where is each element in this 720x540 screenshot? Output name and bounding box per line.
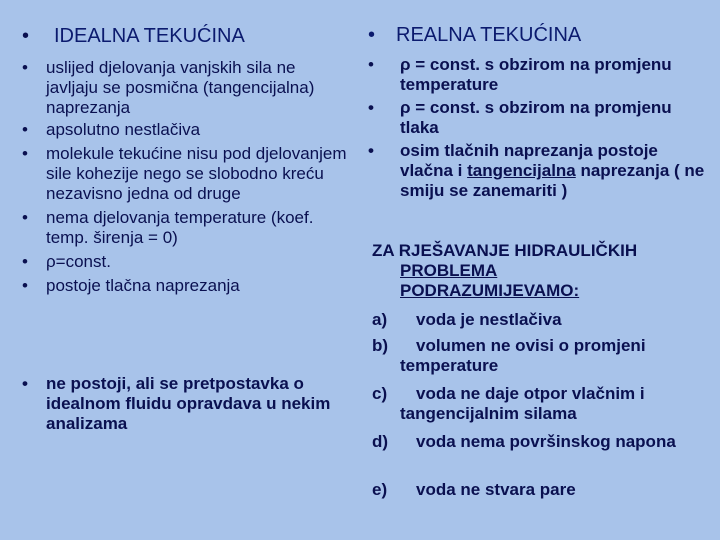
left-heading: • IDEALNA TEKUĆINA: [22, 25, 245, 47]
lettered-item-b: b) volumen ne ovisi o promjeni temperature: [372, 336, 646, 375]
lettered-item-e: e) voda ne stvara pare: [372, 480, 576, 499]
section-title: ZA RJEŠAVANJE HIDRAULIČKIH PROBLEMA PODRAZUMIJEVAMO:: [372, 241, 638, 300]
left-heading-text: IDEALNA TEKUĆINA: [54, 25, 245, 47]
list-item: • ρ = const. s obzirom na promjenu tlaka: [368, 98, 672, 137]
list-item: • uslijed djelovanja vanjskih sila ne javljaju se posmična (tangencijalna) naprezanja: [22, 58, 315, 117]
right-heading-text: REALNA TEKUĆINA: [396, 24, 582, 46]
list-item: • molekule tekućine nisu pod djelovanjem sile kohezije nego se slobodno kreću nezavisno jedna od druge: [22, 144, 347, 203]
list-item: • ρ=const.: [22, 252, 111, 271]
right-list: [368, 55, 713, 201]
left-note: • ne postoji, ali se pretpostavka o idealnom fluidu opravdava u nekim analizama: [22, 374, 331, 433]
lettered-item-d: d) voda nema površinskog napona: [372, 432, 676, 451]
lettered-item-a: a) voda je nestlačiva: [372, 310, 562, 329]
left-list: [22, 58, 352, 296]
list-item: • apsolutno nestlačiva: [22, 120, 201, 139]
list-item: • postoje tlačna naprezanja: [22, 276, 240, 295]
list-item: • osim tlačnih naprezanja postoje vlačna i tangencijalna naprezanja ( ne smiju se zanemariti ): [368, 141, 705, 200]
list-item: • ρ = const. s obzirom na promjenu temperature: [368, 55, 672, 94]
left-note-list: [22, 374, 352, 434]
lettered-item-c: c) voda ne daje otpor vlačnim i tangencijalnim silama: [372, 384, 645, 423]
list-item: • nema djelovanja temperature (koef. temp. širenja = 0): [22, 208, 314, 247]
right-heading: • REALNA TEKUĆINA: [368, 24, 582, 46]
